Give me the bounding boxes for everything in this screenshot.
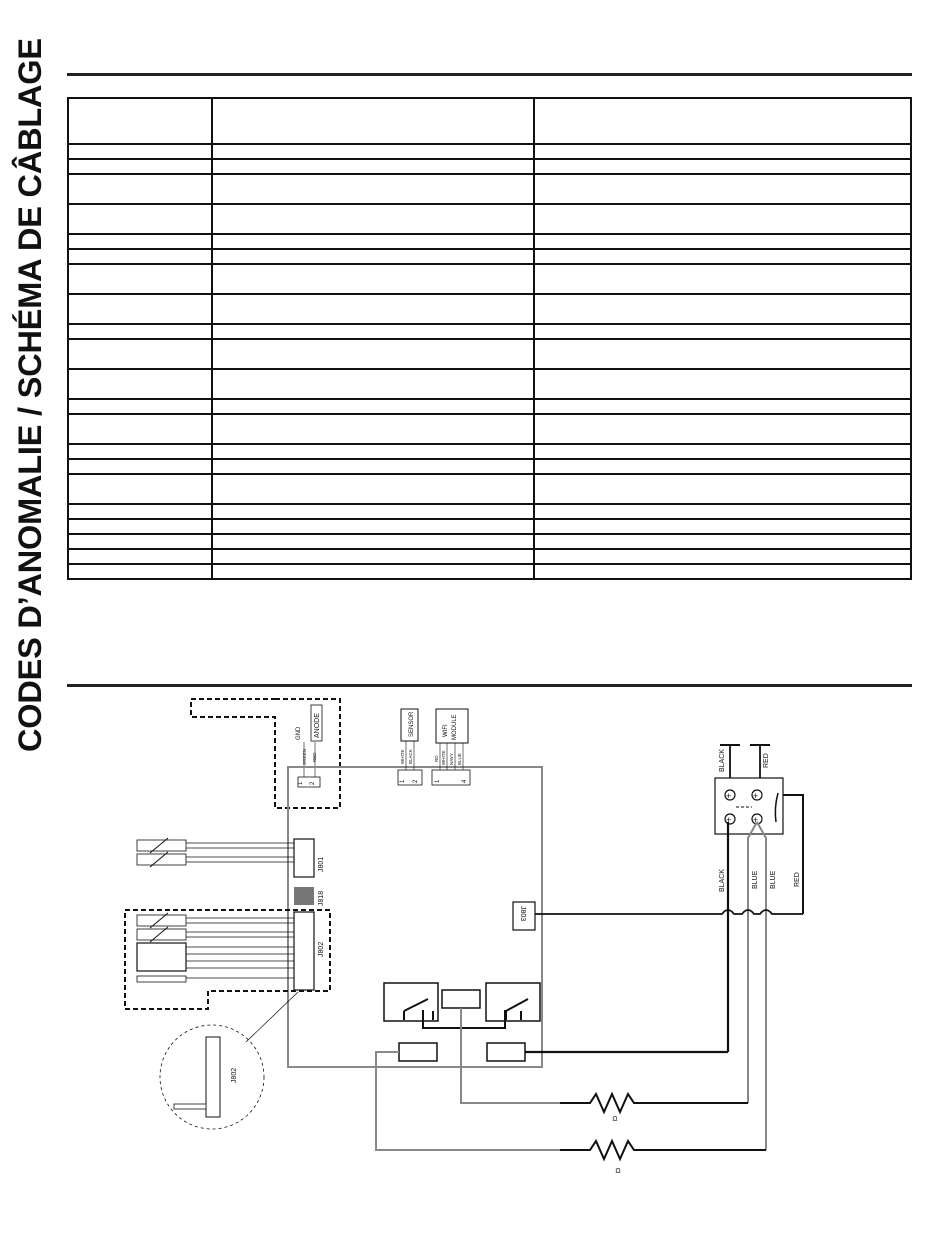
table-cell (68, 174, 212, 204)
wifi-wire-rd: RD (434, 755, 439, 762)
fault-codes-table-body (68, 98, 911, 579)
table-cell (534, 414, 911, 444)
table-row (68, 444, 911, 459)
resistor2-unit: Ω (615, 1168, 621, 1175)
table-cell (212, 534, 534, 549)
sensor-connector-group (398, 709, 422, 785)
wire-red-label: RED (794, 872, 801, 887)
table-row (68, 144, 911, 159)
lower-heating-element (560, 1141, 766, 1175)
table-row (68, 159, 911, 174)
table-row (68, 399, 911, 414)
table-cell (212, 459, 534, 474)
table-cell (534, 339, 911, 369)
table-cell (68, 534, 212, 549)
table-row (68, 534, 911, 549)
table-cell (212, 519, 534, 534)
table-cell (534, 294, 911, 324)
table-cell (68, 414, 212, 444)
table-cell (534, 264, 911, 294)
table-row (68, 234, 911, 249)
page-title-vertical (8, 40, 52, 752)
power-terminal-block (715, 745, 783, 834)
sensor-black-label: BLACK (408, 749, 413, 764)
svg-text:+: + (726, 791, 732, 801)
table-cell (212, 339, 534, 369)
table-cell (212, 399, 534, 414)
anode-pin2: 2 (310, 781, 316, 785)
table-cell (212, 504, 534, 519)
wifi-wire-white: WHITE (441, 750, 446, 765)
table-cell (534, 174, 911, 204)
j802-detail-label: J802 (231, 1067, 238, 1083)
j818-block (294, 887, 314, 905)
wifi-label-line2: MODULE (452, 714, 458, 740)
table-row (68, 339, 911, 369)
table-cell (68, 504, 212, 519)
resistor1-unit: Ω (612, 1116, 618, 1123)
table-cell (534, 549, 911, 564)
table-header-cell (68, 98, 212, 144)
table-cell (534, 204, 911, 234)
green-wire-label: GREEN (302, 748, 307, 765)
table-cell (68, 459, 212, 474)
terminal-red-label: RED (763, 753, 770, 768)
table-cell (212, 174, 534, 204)
table-cell (212, 549, 534, 564)
j802-label: J802 (318, 941, 325, 957)
table-cell (68, 234, 212, 249)
svg-text:+: + (753, 791, 759, 801)
table-cell (68, 144, 212, 159)
wifi-pin1: 1 (435, 779, 441, 783)
wire-blue2-label: BLUE (770, 870, 777, 889)
table-cell (212, 234, 534, 249)
table-cell (534, 534, 911, 549)
page-title: CODES D’ANOMALIE / SCHÉMA DE CÂBLAGE (12, 38, 48, 752)
sensor-pin2: 2 (413, 779, 419, 783)
table-row (68, 549, 911, 564)
table-cell (68, 474, 212, 504)
table-cell (212, 474, 534, 504)
table-cell (534, 144, 911, 159)
gnd-label: GND (296, 726, 302, 740)
j801-label: J801 (318, 856, 325, 872)
table-cell (68, 399, 212, 414)
anode-connector-group (191, 699, 340, 808)
wifi-pin4: 4 (462, 779, 468, 783)
table-cell (68, 324, 212, 339)
wifi-module-group (432, 709, 470, 785)
wifi-wire-blue: BLUE (457, 753, 462, 765)
terminal-black-label: BLACK (719, 749, 726, 772)
table-header-cell (212, 98, 534, 144)
table-cell (212, 159, 534, 174)
table-header-row (68, 98, 911, 144)
table-cell (68, 549, 212, 564)
table-cell (534, 519, 911, 534)
sensor-label: SENSOR (409, 711, 415, 737)
table-cell (534, 564, 911, 579)
table-row (68, 324, 911, 339)
table-cell (68, 264, 212, 294)
table-cell (534, 474, 911, 504)
j818-label: J818 (318, 890, 325, 906)
j802-detail-view (160, 992, 298, 1129)
table-cell (68, 204, 212, 234)
table-row (68, 504, 911, 519)
j803-label: J803 (519, 906, 526, 922)
svg-text:+: + (753, 815, 759, 825)
table-cell (212, 444, 534, 459)
j801-connector-group (137, 838, 325, 877)
svg-text:+: + (726, 815, 732, 825)
table-row (68, 564, 911, 579)
table-cell (68, 249, 212, 264)
table-row (68, 264, 911, 294)
red-wire-label: RED (312, 752, 317, 762)
table-row (68, 474, 911, 504)
wifi-wire-navy: NAVY (449, 753, 454, 765)
wire-black-label: BLACK (719, 869, 726, 892)
table-cell (534, 369, 911, 399)
table-row (68, 459, 911, 474)
table-cell (534, 249, 911, 264)
anode-pin1: 1 (298, 781, 304, 785)
table-cell (68, 444, 212, 459)
table-cell (212, 264, 534, 294)
sensor-pin1: 1 (400, 779, 406, 783)
table-cell (68, 369, 212, 399)
wiring-diagram (0, 686, 950, 1241)
table-row (68, 414, 911, 444)
j802-connector-group (125, 910, 330, 1009)
table-cell (534, 504, 911, 519)
anode-label: ANODE (314, 713, 321, 738)
table-cell (212, 564, 534, 579)
wifi-label-line1: WIFI (443, 724, 449, 737)
sensor-white-label: WHITE (400, 749, 405, 764)
table-cell (534, 399, 911, 414)
table-cell (68, 339, 212, 369)
table-row (68, 369, 911, 399)
table-row (68, 204, 911, 234)
table-cell (212, 144, 534, 159)
table-row (68, 519, 911, 534)
fault-codes-table (67, 97, 912, 580)
table-cell (534, 234, 911, 249)
table-cell (534, 459, 911, 474)
table-row (68, 249, 911, 264)
table-cell (534, 444, 911, 459)
table-cell (212, 204, 534, 234)
table-row (68, 294, 911, 324)
table-header-cell (534, 98, 911, 144)
table-cell (68, 294, 212, 324)
table-cell (534, 159, 911, 174)
table-cell (212, 249, 534, 264)
upper-heating-element (560, 1094, 748, 1123)
table-cell (212, 414, 534, 444)
table-row (68, 174, 911, 204)
table-cell (212, 369, 534, 399)
table-cell (534, 324, 911, 339)
table-cell (212, 294, 534, 324)
control-board (288, 767, 542, 1067)
section-rule-top (67, 73, 912, 76)
wire-blue1-label: BLUE (752, 870, 759, 889)
table-cell (68, 519, 212, 534)
table-cell (212, 324, 534, 339)
table-cell (68, 564, 212, 579)
table-cell (68, 159, 212, 174)
